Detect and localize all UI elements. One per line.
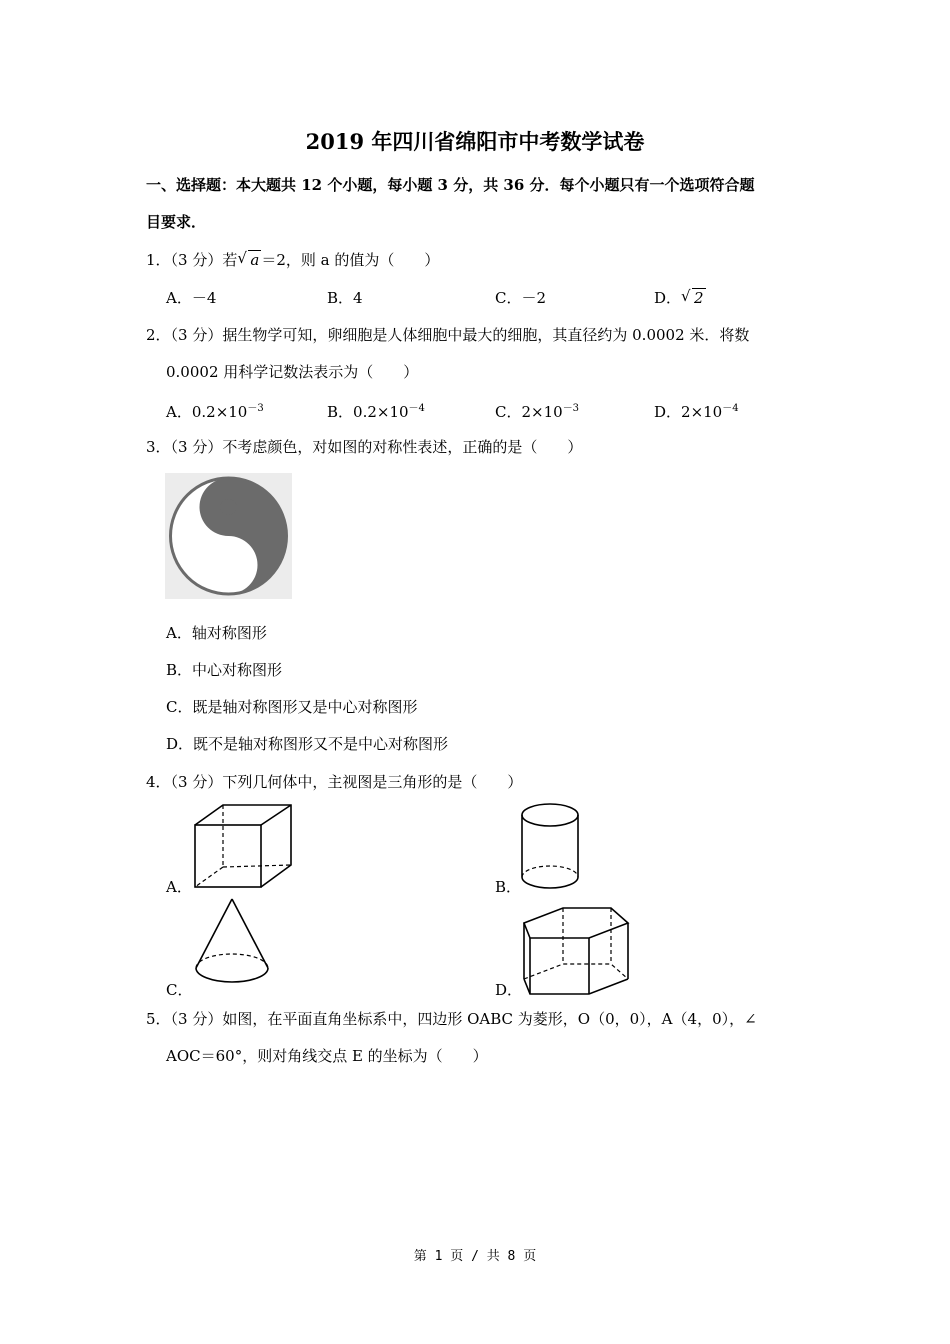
question-1	[146, 249, 439, 270]
yin-yang-figure	[165, 473, 292, 599]
cube-figure	[193, 803, 293, 889]
q4-label-d: D．	[495, 981, 523, 999]
q2-option-d: D．$2\times 10^{-4}$	[654, 403, 739, 421]
question-3: 3．（3 分）不考虑颜色，对如图的对称性表述，正确的是（ ）	[146, 438, 583, 456]
question-5-line2: AOC＝60°，则对角线交点 E 的坐标为（ ）	[166, 1047, 488, 1065]
hexagonal-prism-figure	[521, 905, 633, 997]
q1-option-d: D． √ 2	[654, 287, 704, 307]
q1-option-c: C．－2	[495, 289, 547, 307]
q1-option-b: B．4	[327, 289, 363, 307]
q2-option-c: C．$2\times 10^{-3}$	[495, 403, 580, 421]
q2-option-b: B．$0.2\times 10^{-4}$	[327, 403, 425, 421]
question-5-line1: 5．（3 分）如图，在平面直角坐标系中，四边形 OABC 为菱形，O（0，0），A（4，0），∠	[146, 1010, 757, 1028]
cylinder-figure	[519, 802, 581, 892]
q3-option-c: C．既是轴对称图形又是中心对称图形	[166, 698, 418, 716]
q3-option-b: B．中心对称图形	[166, 661, 283, 679]
q1-option-a: A．－4	[166, 289, 217, 307]
question-4: 4．（3 分）下列几何体中，主视图是三角形的是（ ）	[146, 773, 523, 791]
page-title: 2019 年四川省绵阳市中考数学试卷	[305, 129, 645, 154]
q4-label-a: A．	[166, 878, 192, 896]
q1-sqrt: √ a	[237, 249, 260, 269]
q4-label-b: B．	[495, 878, 522, 896]
q1-prefix: 1．（3 分）若	[146, 251, 238, 269]
q1-suffix: ＝2，则 a 的值为（ ）	[261, 251, 440, 269]
q3-option-d: D．既不是轴对称图形又不是中心对称图形	[166, 735, 449, 753]
q2-option-a: A．$0.2\times 10^{-3}$	[166, 403, 264, 421]
question-2-line1: 2．（3 分）据生物学可知，卵细胞是人体细胞中最大的细胞，其直径约为 0.0002 米．将数	[146, 326, 750, 344]
cone-figure	[193, 896, 271, 994]
page-footer: 第 1 页 / 共 8 页	[413, 1249, 537, 1264]
section-heading-line1: 一、选择题：本大题共 12 个小题，每小题 3 分，共 36 分．每个小题只有一个选项符合题	[146, 176, 755, 194]
q4-label-c: C．	[166, 981, 193, 999]
q3-option-a: A．轴对称图形	[166, 624, 267, 642]
section-heading-line2: 目要求．	[146, 213, 207, 231]
question-2-line2: 0.0002 用科学记数法表示为（ ）	[166, 363, 419, 381]
